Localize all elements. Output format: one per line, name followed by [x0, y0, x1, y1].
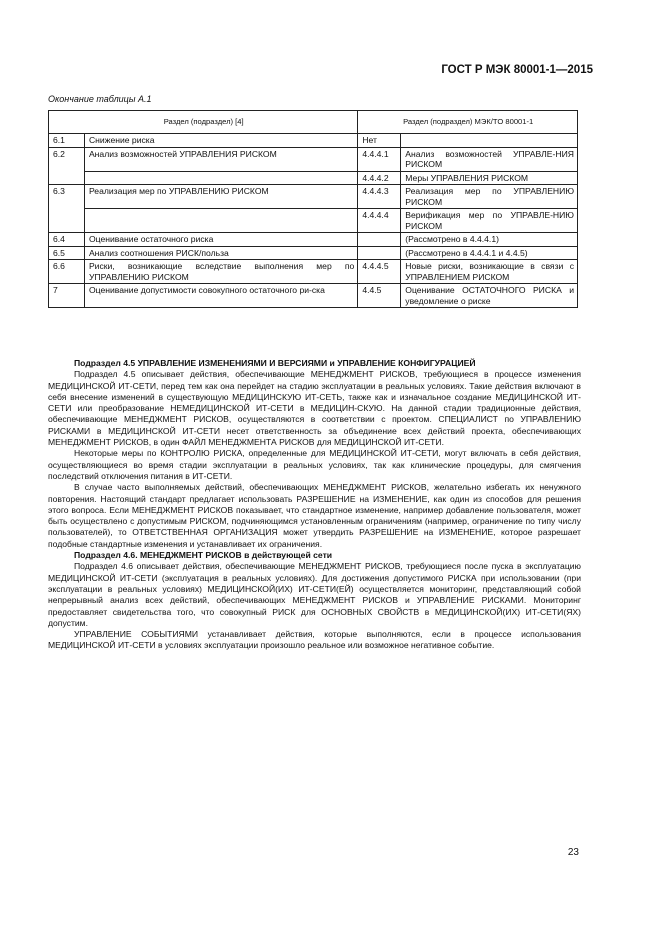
page-number: 23	[567, 847, 579, 858]
table-row	[49, 233, 578, 247]
table-row	[49, 209, 578, 233]
row-desc: Новые риски, возникающие в связи с УПРАВЛЕНИЕМ РИСКОМ	[401, 260, 578, 284]
row-number: 6.6	[49, 260, 85, 284]
table-row	[49, 171, 578, 185]
table-head-right: Раздел (подраздел) МЭК/TO 80001-1	[358, 111, 578, 134]
row-ref: 4.4.5	[358, 284, 401, 308]
row-title: Снижение риска	[84, 134, 357, 148]
row-ref: 4.4.4.4	[358, 209, 401, 233]
row-number: 6.3	[49, 185, 85, 233]
row-ref: 4.4.4.3	[358, 185, 401, 209]
section-heading: Подраздел 4.6. МЕНЕДЖМЕНТ РИСКОВ в действующей сети	[74, 550, 333, 561]
table-row	[49, 147, 578, 171]
document-header: ГОСТ Р МЭК 80001-1—2015	[441, 64, 593, 76]
row-desc: (Рассмотрено в 4.4.4.1 и 4.4.5)	[401, 246, 578, 260]
table-head-left: Раздел (подраздел) [4]	[49, 111, 358, 134]
row-title	[84, 209, 357, 233]
row-number: 6.2	[49, 147, 85, 185]
table-header-row	[49, 111, 578, 134]
table-row	[49, 260, 578, 284]
paragraph: Подраздел 4.5 описывает действия, обеспечивающие МЕНЕДЖМЕНТ РИСКОВ, требующиеся в процессе изменения МЕДИЦИНСКОЙ ИТ-СЕТИ, перед тем как она перейдет на стадию эксплуатации в реальных условиях. Такие действия включают в себя внесение изменений в существующую МЕДИЦИНСКУЮ ИТ-СЕТЬ, также как и изначальное создание МЕДИЦИНСКОЙ ИТ-СЕТИ или преобразование НЕМЕДИЦИНСКОЙ ИТ-СЕТИ в МЕДИЦИН-СКУЮ. На данной стадии традиционные действия, обеспечивающие МЕНЕДЖМЕНТ РИСКОВ, осуществляются в соответствии с проектом. СПЕЦИАЛИСТ по УПРАВЛЕНИЮ РИСКАМИ в МЕДИЦИНСКОЙ ИТ-СЕТИ несет ответственность за объединение всех действий проекта, обеспечивающих МЕНЕДЖМЕНТ РИСКОВ, в один ФАЙЛ МЕНЕДЖМЕНТА РИСКОВ для МЕДИЦИНСКОЙ ИТ-СЕТИ.	[48, 369, 581, 448]
row-ref	[358, 233, 401, 247]
row-desc: Оценивание ОСТАТОЧНОГО РИСКА и уведомление о риске	[401, 284, 578, 308]
row-number: 7	[49, 284, 85, 308]
row-title: Оценивание допустимости совокупного остаточного ри-ска	[84, 284, 357, 308]
row-title: Риски, возникающие вследствие выполнения мер по УПРАВЛЕНИЮ РИСКОМ	[84, 260, 357, 284]
table-row	[49, 134, 578, 148]
paragraph: Некоторые меры по КОНТРОЛЮ РИСКА, определенные для МЕДИЦИНСКОЙ ИТ-СЕТИ, могут включать в себя действия, осуществляющиеся во время стадии эксплуатации в реальных условиях, так как клинические процедуры, для смягчения последствий отключения питания в ИТ-СЕТИ.	[48, 448, 581, 481]
paragraph: УПРАВЛЕНИЕ СОБЫТИЯМИ устанавливает действия, которые выполняются, если в процессе использования МЕДИЦИНСКОЙ ИТ-СЕТИ в условиях эксплуатации произошло реальное или возможное негативное событие.	[48, 629, 581, 651]
row-title: Реализация мер по УПРАВЛЕНИЮ РИСКОМ	[84, 185, 357, 209]
paragraph: Подраздел 4.6 описывает действия, обеспечивающие МЕНЕДЖМЕНТ РИСКОВ, требующиеся после пуска в эксплуатацию МЕДИЦИНСКОЙ ИТ-СЕТИ (эксплуатация в реальных условиях). Для достижения допустимого РИСКА при использовании (при эксплуатации в реальных условиях) МЕДИЦИНСКОЙ(ИХ) ИТ-СЕТИ(ЕЙ) осуществляется мониторинг, представляющий собой непрерывный анализ всех действий, обеспечивающих МЕНЕДЖМЕНТ РИСКОВ и УПРАВЛЕНИЕ РИСКАМИ. Мониторинг предоставляет свидетельства того, что совокупный РИСК для ОСНОВНЫХ СВОЙСТВ в МЕДИЦИНСКОЙ(ИХ) ИТ-СЕТИ(ЯХ) допустим.	[48, 561, 581, 628]
table-a1	[48, 110, 578, 308]
paragraph: В случае часто выполняемых действий, обеспечивающих МЕНЕДЖМЕНТ РИСКОВ, желательно избегать их ненужного повторения. Настоящий стандарт предлагает использовать РАЗРЕШЕНИЕ на ИЗМЕНЕНИЕ, как один из способов для решения этого вопроса. Если МЕНЕДЖМЕНТ РИСКОВ показывает, что стандартное изменение, например добавление пользователя, может быть осуществлено с допустимым РИСКОМ, подчиняющимся установленным ограничениям (например, ограничение по типу числу пользователей), то ОТВЕТСТВЕННАЯ ОРГАНИЗАЦИЯ может утвердить РАЗРЕШЕНИЕ на ИЗМЕНЕНИЕ, которое разрешает подобные стандартные изменения и устанавливает их ограничения.	[48, 482, 581, 549]
row-number: 6.4	[49, 233, 85, 247]
table-caption: Окончание таблицы А.1	[48, 94, 152, 104]
table-row	[49, 284, 578, 308]
body-text	[48, 358, 581, 652]
row-ref: 4.4.4.5	[358, 260, 401, 284]
row-desc: Анализ возможностей УПРАВЛЕ-НИЯ РИСКОМ	[401, 147, 578, 171]
section-heading: Подраздел 4.5 УПРАВЛЕНИЕ ИЗМЕНЕНИЯМИ И ВЕРСИЯМИ и УПРАВЛЕНИЕ КОНФИГУРАЦИЕЙ	[74, 358, 476, 368]
row-number: 6.1	[49, 134, 85, 148]
row-ref: Нет	[358, 134, 401, 148]
row-title	[84, 171, 357, 185]
row-desc: Реализация мер по УПРАВЛЕНИЮ РИСКОМ	[401, 185, 578, 209]
row-desc	[401, 134, 578, 148]
row-title: Оценивание остаточного риска	[84, 233, 357, 247]
row-desc: Меры УПРАВЛЕНИЯ РИСКОМ	[401, 171, 578, 185]
row-desc: (Рассмотрено в 4.4.4.1)	[401, 233, 578, 247]
row-ref: 4.4.4.1	[358, 147, 401, 171]
row-desc: Верификация мер по УПРАВЛЕ-НИЮ РИСКОМ	[401, 209, 578, 233]
row-ref	[358, 246, 401, 260]
row-ref: 4.4.4.2	[358, 171, 401, 185]
row-title: Анализ соотношения РИСК/польза	[84, 246, 357, 260]
row-number: 6.5	[49, 246, 85, 260]
table-row	[49, 185, 578, 209]
table-row	[49, 246, 578, 260]
row-title: Анализ возможностей УПРАВЛЕНИЯ РИСКОМ	[84, 147, 357, 171]
